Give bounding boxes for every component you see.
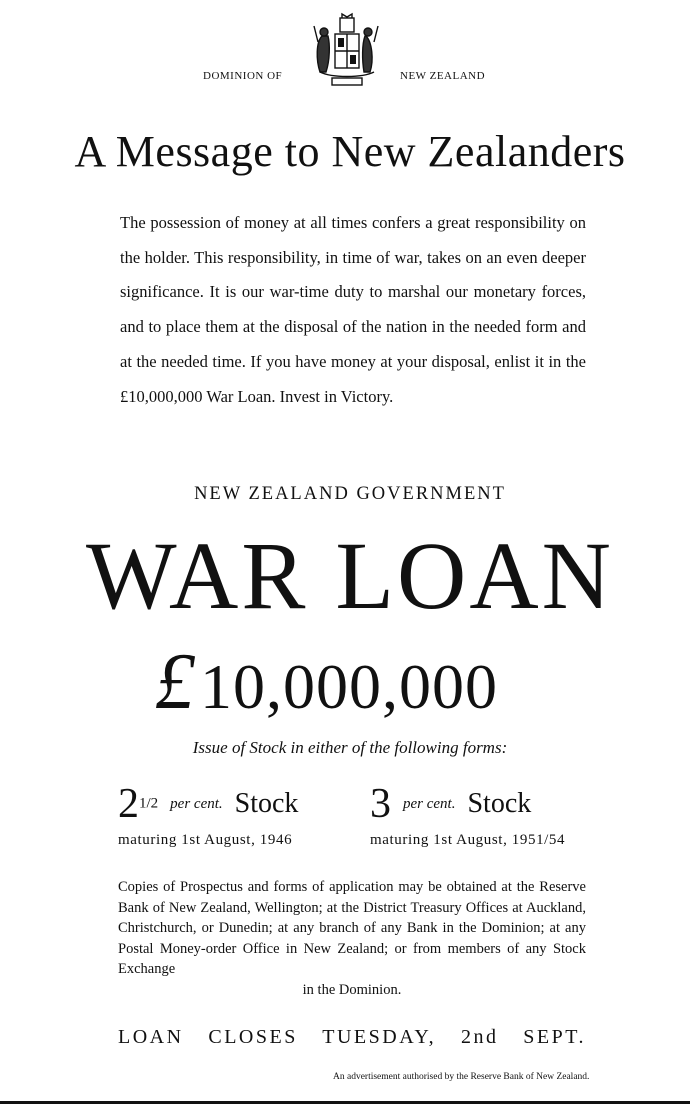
masthead-right-text: NEW ZEALAND	[400, 70, 486, 82]
per-cent-label: per cent.	[403, 795, 456, 812]
rate-whole: 2	[118, 781, 139, 827]
per-cent-label: per cent.	[170, 795, 223, 812]
stock-option-1	[118, 780, 298, 828]
loan-amount	[155, 638, 575, 727]
maturity-1: maturing 1st August, 1946	[118, 832, 293, 848]
message-paragraph	[120, 206, 586, 414]
prospectus-last-line: in the Dominion.	[302, 981, 402, 998]
authorised-note: An advertisement authorised by the Reserve Bank of New Zealand.	[333, 1072, 590, 1082]
government-heading: NEW ZEALAND GOVERNMENT	[194, 484, 506, 504]
message-text: The possession of money at all times confers a great responsibility on the holder. This responsibility, in time of war, takes on an even deeper significance. It is our war-time duty to marshal our monetary forces, and to place them at the disposal of the nation in the needed form and at the needed time. If you have money at your disposal, enlist it in the £10,000,000 War Loan. Invest in Victory.	[120, 213, 586, 406]
headline: A Message to New Zealanders	[74, 127, 626, 176]
stock-option-2	[370, 780, 531, 828]
masthead-left-text: DOMINION OF	[203, 70, 283, 82]
loan-closes-notice: LOAN CLOSES TUESDAY, 2nd SEPT.	[118, 1026, 586, 1048]
amount-value: 10,000,000	[200, 651, 498, 722]
masthead	[0, 10, 700, 100]
issue-line: Issue of Stock in either of the following forms:	[192, 738, 508, 757]
pound-symbol: £	[155, 638, 196, 726]
bottom-rule	[0, 1101, 690, 1104]
prospectus-paragraph	[118, 877, 586, 1000]
rate-fraction: 1/2	[139, 795, 159, 812]
rate-whole: 3	[370, 781, 391, 827]
coat-of-arms-icon	[302, 12, 392, 100]
stock-label: Stock	[467, 788, 532, 819]
stock-label: Stock	[234, 788, 299, 819]
war-loan-title: WAR LOAN	[86, 522, 614, 629]
prospectus-text: Copies of Prospectus and forms of application may be obtained at the Reserve Bank of New Zealand, Wellington; at the District Treasury Offices at Auckland, Christchurch, or Dunedin; at any branch of any Bank in the Dominion; at any Postal Money-order Office in New Zealand; or from members of any Stock Exchange	[118, 879, 586, 977]
maturity-2: maturing 1st August, 1951/54	[370, 832, 566, 848]
